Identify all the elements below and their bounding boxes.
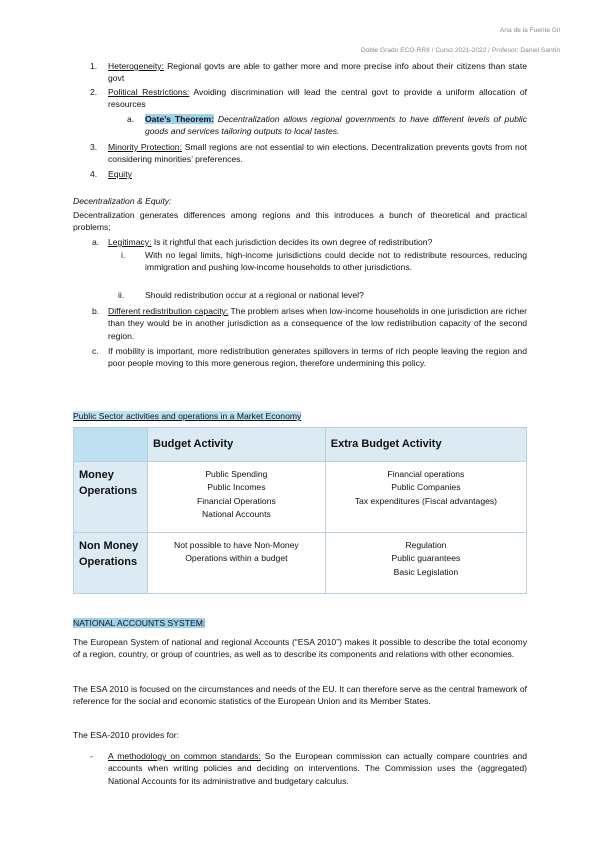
cell-line: Public Incomes bbox=[207, 482, 266, 493]
capacity-title: Different redistribution capacity: bbox=[108, 306, 229, 316]
list-title: Political Restrictions: bbox=[108, 87, 190, 97]
nas-heading: NATIONAL ACCOUNTS SYSTEM: bbox=[73, 618, 206, 628]
list-letter: a. bbox=[92, 237, 100, 247]
cell-line: Basic Legislation bbox=[393, 566, 459, 577]
cell-line: Regulation bbox=[405, 540, 447, 550]
list-title: Minority Protection: bbox=[108, 142, 182, 152]
cell-line: Operations within a budget bbox=[185, 553, 288, 564]
list-roman: i. bbox=[121, 250, 126, 260]
list-text bbox=[108, 141, 527, 166]
cell-line: Financial Operations bbox=[196, 495, 276, 506]
list-title: Heterogeneity: bbox=[108, 61, 164, 71]
list-number: 2. bbox=[90, 87, 98, 97]
list-letter: a. bbox=[127, 114, 135, 124]
col-header-budget: Budget Activity bbox=[148, 428, 326, 462]
cell-nonmoney-extra bbox=[325, 533, 526, 594]
table-corner bbox=[74, 428, 148, 462]
col-header-extra-budget: Extra Budget Activity bbox=[325, 428, 526, 462]
list-text bbox=[108, 86, 527, 111]
cell-money-budget bbox=[148, 462, 326, 533]
oates-title: Oate’s Theorem: bbox=[145, 114, 214, 124]
nas-bullet bbox=[108, 750, 527, 787]
list-body: Small regions are not essential to win elections. Decentralization prevents govts from not considering minorities’ preferences. bbox=[108, 142, 527, 165]
list-body: Regional govts are able to gather more and more precise info about their citizens than state govt bbox=[108, 61, 527, 84]
cell-line: Public Companies bbox=[391, 482, 461, 493]
bullet-body: So the European commission can actually compare countries and accounts when writing policies and deciding on interventions. The Commission uses the (aggregated) National Accounts for its administrative and budgetary calculus. bbox=[108, 751, 527, 786]
legitimacy-item bbox=[108, 236, 527, 248]
cell-nonmoney-budget bbox=[148, 533, 326, 594]
list-body: Avoiding discrimination will lead the central govt to provide a uniform allocation of resources bbox=[108, 87, 528, 110]
cell-money-extra bbox=[325, 462, 526, 533]
cell-line: Tax expenditures (Fiscal advantages) bbox=[354, 495, 498, 506]
bullet-dash: - bbox=[90, 751, 93, 761]
decent-intro: Decentralization generates differences among regions and this introduces a bunch of theoretical and practical problems; bbox=[73, 210, 527, 233]
row-header-money: Money Operations bbox=[74, 462, 148, 533]
bullet-title: A methodology on common standards: bbox=[108, 751, 261, 761]
oates-theorem bbox=[145, 113, 527, 138]
list-text bbox=[108, 60, 527, 85]
cell-line: Public Spending bbox=[205, 469, 268, 479]
cell-line: National Accounts bbox=[201, 509, 271, 520]
oates-body: Decentralization allows regional governments to have different levels of public goods and services tailoring outputs to local tastes. bbox=[145, 114, 527, 137]
row-header-non-money: Non Money Operations bbox=[74, 533, 148, 594]
legitimacy-body: Is it rightful that each jurisdiction decides its own degree of redistribution? bbox=[151, 237, 433, 247]
header-course: Doble Grado ECO-RRII / Curso 2021-2022 / Profesor: Daniel Santín bbox=[360, 47, 560, 54]
legitimacy-title: Legitimacy: bbox=[108, 237, 152, 247]
list-title: Equity bbox=[108, 169, 132, 179]
mobility-item: If mobility is important, more redistribution generates spillovers in terms of rich people leaving the region and poor people moving to this more generous region, therefore undermining this policy. bbox=[108, 346, 527, 369]
nas-paragraph-1: The European System of national and regional Accounts (“ESA 2010”) makes it possible to describe the total economy of a region, country, or group of countries, as well as to describe its components and relations with other economies. bbox=[73, 637, 527, 660]
header-author: Ana de la Fuente Gil bbox=[499, 27, 560, 34]
decent-heading: Decentralization & Equity: bbox=[73, 196, 172, 206]
ps-table-title: Public Sector activities and operations in a Market Economy bbox=[73, 411, 302, 421]
cell-line: Not possible to have Non-Money bbox=[174, 540, 299, 550]
list-text bbox=[108, 168, 132, 180]
capacity-body: The problem arises when low-income households in one jurisdiction are richer than they would be in another jurisdiction as a consequence of the low redistribution capacity of the second region. bbox=[108, 306, 527, 341]
capacity-item bbox=[108, 305, 527, 342]
ps-table bbox=[73, 427, 527, 594]
nas-paragraph-2: The ESA 2010 is focused on the circumstances and needs of the EU. It can therefore serve as the central framework of reference for the social and economic statistics of the European Union and its Member States. bbox=[73, 684, 527, 707]
nas-paragraph-3: The ESA-2010 provides for: bbox=[73, 730, 180, 740]
cell-line: Public guarantees bbox=[391, 553, 461, 564]
list-number: 3. bbox=[90, 142, 98, 152]
subitem-ii: Should redistribution occur at a regional or national level? bbox=[145, 290, 364, 300]
list-roman: ii. bbox=[118, 290, 125, 300]
list-letter: b. bbox=[92, 306, 100, 316]
list-letter: c. bbox=[92, 346, 99, 356]
list-number: 1. bbox=[90, 61, 98, 71]
cell-line: Financial operations bbox=[387, 469, 465, 479]
subitem-i: With no legal limits, high-income jurisdictions could decide not to redistribute resources, reducing immigration and pushing low-income households to other jurisdictions. bbox=[145, 250, 527, 273]
list-number: 4. bbox=[90, 169, 98, 179]
